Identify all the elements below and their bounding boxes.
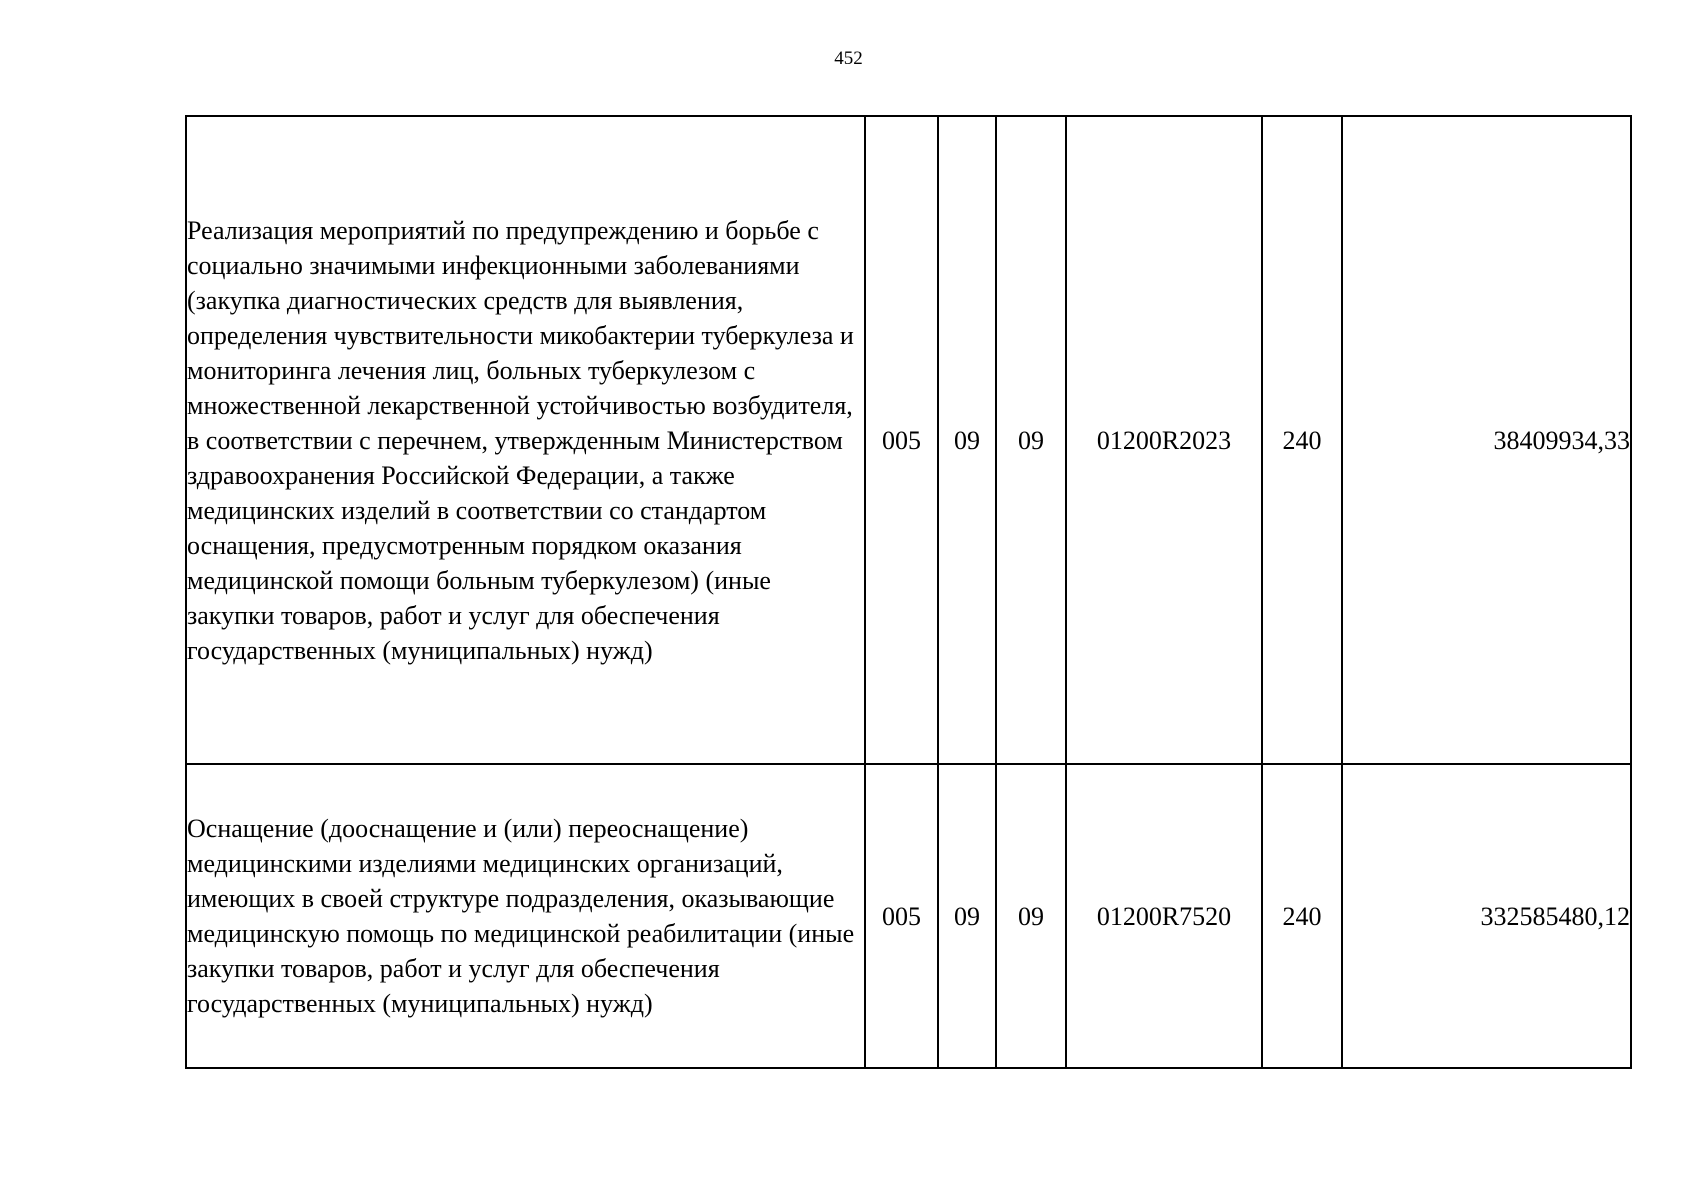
- subsection-code: 09: [996, 116, 1066, 764]
- target-article-code: 01200R2023: [1066, 116, 1262, 764]
- table-row: [186, 116, 1631, 764]
- section-code: 09: [938, 116, 996, 764]
- amount-value: 38409934,33: [1342, 116, 1631, 764]
- subsection-code: 09: [996, 764, 1066, 1068]
- table-row: [186, 764, 1631, 1068]
- ministry-code: 005: [865, 764, 938, 1068]
- expense-type-code: 240: [1262, 764, 1342, 1068]
- budget-table: [185, 115, 1632, 1069]
- expense-type-code: 240: [1262, 116, 1342, 764]
- page-number: 452: [834, 48, 863, 69]
- section-code: 09: [938, 764, 996, 1068]
- expense-description: Реализация мероприятий по предупреждению и борьбе с социально значимыми инфекционными заболеваниями (закупка диагностических средств для выявления, определения чувствительности микобактерии туберкулеза и мониторинга лечения лиц, больных туберкулезом с множественной лекарственной устойчивостью возбудителя, в соответствии с перечнем, утвержденным Министерством здравоохранения Российской Федерации, а также медицинских изделий в соответствии со стандартом оснащения, предусмотренным порядком оказания медицинской помощи больным туберкулезом) (иные закупки товаров, работ и услуг для обеспечения государственных (муниципальных) нужд): [186, 116, 865, 764]
- target-article-code: 01200R7520: [1066, 764, 1262, 1068]
- amount-value: 332585480,12: [1342, 764, 1631, 1068]
- ministry-code: 005: [865, 116, 938, 764]
- expense-description: Оснащение (дооснащение и (или) переоснащение) медицинскими изделиями медицинских организаций, имеющих в своей структуре подразделения, оказывающие медицинскую помощь по медицинской реабилитации (иные закупки товаров, работ и услуг для обеспечения государственных (муниципальных) нужд): [186, 764, 865, 1068]
